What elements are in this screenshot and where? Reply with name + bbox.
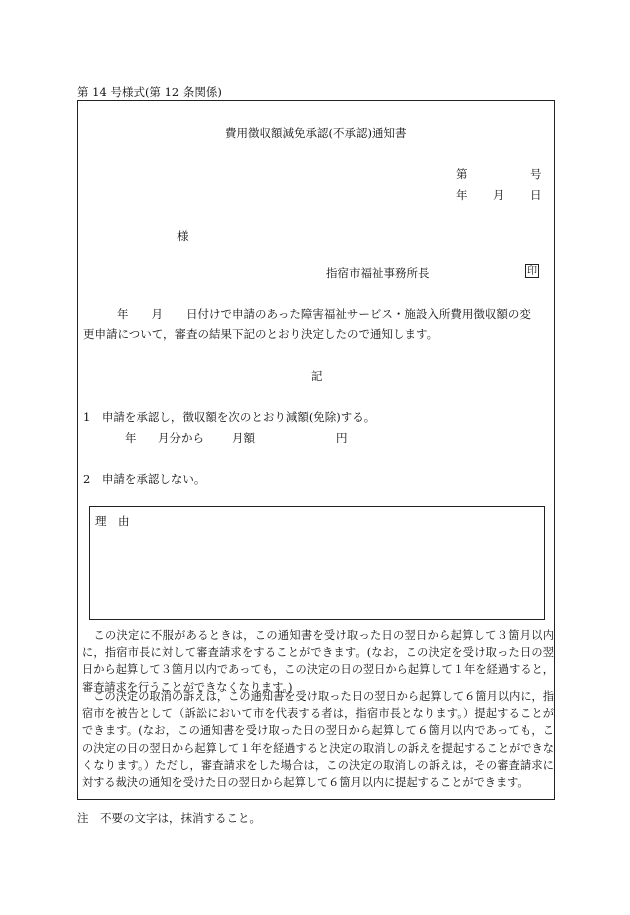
form-number: 第 14 号様式(第 12 条関係) — [77, 85, 222, 99]
intro-line-1: 年 月 日付けで申請のあった障害福祉サービス・施設入所費用徴収額の変 — [117, 307, 531, 321]
issuer-name: 指宿市福祉事務所長 — [326, 266, 430, 280]
doc-number-go: 号 — [530, 167, 542, 181]
item-1: 1 申請を承認し，徴収額を次のとおり減額(免除)する。 — [83, 410, 376, 424]
lawsuit-notice: この決定の取消の訴えは，この通知書を受け取った日の翌日から起算して６箇月以内に，指宿市を被告として（訴訟において市を代表する者は，指宿市長となります。）提起することができます。(なお，この通知書を受け取った日の翌日から起算して６箇月以内であっても，この決定の日の翌日から起算して１年を経過すると決定の取消しの訴えを提起することができなくなります。）ただし，審査請求をした場合は，この決定の取消しの訴えは，その審査請求に対する裁決の通知を受けた日の翌日から起算して６箇月以内に提起することができます。 — [82, 690, 554, 790]
date-month: 月 — [493, 188, 505, 202]
date-day: 日 — [530, 188, 542, 202]
footnote: 注 不要の文字は，抹消すること。 — [77, 811, 261, 825]
item-1-yen: 円 — [336, 431, 348, 445]
item-2: 2 申請を承認しない。 — [83, 472, 206, 486]
seal-mark: 印 — [527, 266, 537, 277]
document-title: 費用徴収額減免承認(不承認)通知書 — [225, 126, 407, 140]
reason-box — [89, 506, 545, 620]
item-1-month-from: 月分から — [158, 431, 204, 445]
item-1-monthly-amount: 月額 — [232, 431, 255, 445]
addressee-suffix: 様 — [177, 229, 189, 243]
ki-heading: 記 — [311, 369, 323, 383]
doc-number-dai: 第 — [456, 167, 468, 181]
reason-label: 理 由 — [95, 514, 130, 528]
item-1-year: 年 — [125, 431, 137, 445]
intro-line-2: 更申請について，審査の結果下記のとおり決定したので通知します。 — [83, 327, 439, 341]
date-year: 年 — [456, 188, 468, 202]
appeal-notice: この決定に不服があるときは，この通知書を受け取った日の翌日から起算して３箇月以内に，指宿市長に対して審査請求をすることができます。(なお，この決定を受け取った日の翌日から起算して３箇月以内であっても，この決定の日の翌日から起算して１年を経過すると，審査請求を行うことができなくなります。) — [82, 629, 554, 694]
